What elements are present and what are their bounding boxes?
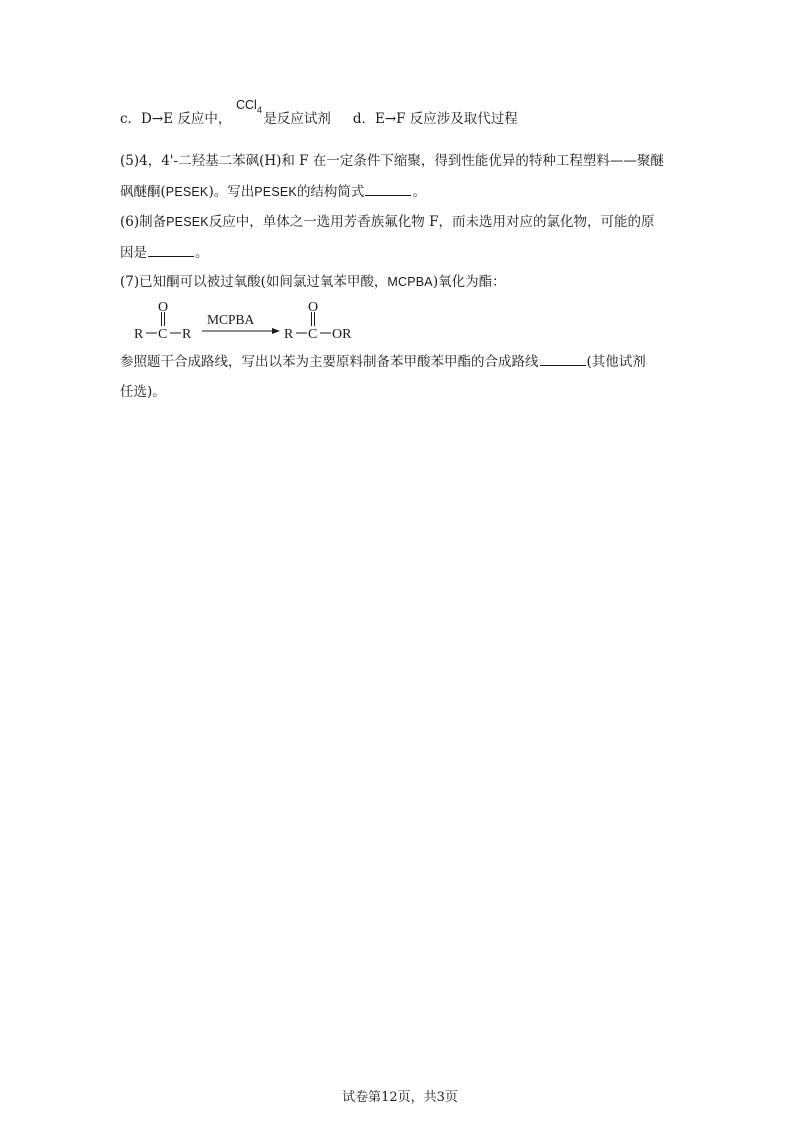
pesek-formula: PESEK bbox=[165, 185, 209, 199]
option-d-text: d．E→F 反应涉及取代过程 bbox=[352, 111, 518, 127]
page-footer: 试卷第12页，共3页 bbox=[342, 1090, 458, 1105]
options-line bbox=[120, 110, 518, 128]
q7-line1 bbox=[120, 273, 506, 291]
q6-line2-prefix: 因是 bbox=[120, 245, 147, 261]
ccl4-subscript: 4 bbox=[256, 105, 262, 115]
reaction-scheme bbox=[132, 300, 372, 348]
q7-line2 bbox=[120, 352, 646, 371]
product-or: OR bbox=[332, 327, 352, 342]
q7-line1-suffix: )氧化为酯： bbox=[432, 274, 506, 290]
reactant-r-left: R bbox=[134, 327, 144, 342]
product-oxygen: O bbox=[308, 300, 319, 315]
q7-line2-suffix: (其他试剂 bbox=[586, 354, 646, 370]
arrow-label: MCPBA bbox=[207, 312, 255, 327]
option-c-suffix: 是反应试剂 bbox=[263, 111, 331, 127]
answer-blank-q6[interactable] bbox=[148, 243, 194, 257]
product-r-left: R bbox=[284, 327, 294, 342]
option-c-prefix: c．D→E 反应中， bbox=[120, 111, 232, 127]
pesek-formula-3: PESEK bbox=[166, 215, 209, 229]
q5-line2-mid: )。写出 bbox=[208, 184, 255, 200]
ccl4-main: CCl bbox=[236, 98, 257, 112]
pesek-formula-2: PESEK bbox=[254, 185, 297, 199]
q5-line1: (5)4，4'-二羟基二苯砜(H)和 F 在一定条件下缩聚，得到性能优异的特种工程塑料——聚醚 bbox=[120, 153, 664, 169]
q5-line2-end: 。 bbox=[412, 184, 426, 200]
answer-blank-q7[interactable] bbox=[540, 352, 586, 366]
q7-line1-prefix: (7)已知酮可以被过氧酸(如间氯过氧苯甲酸， bbox=[120, 274, 388, 290]
q6-line1-prefix: (6)制备 bbox=[120, 214, 167, 230]
answer-blank-q5[interactable] bbox=[365, 182, 411, 196]
q6-line1-suffix: 反应中，单体之一选用芳香族氟化物 F，而未选用对应的氯化物，可能的原 bbox=[208, 214, 655, 230]
reactant-oxygen: O bbox=[158, 300, 169, 315]
q7-line3: 任选)。 bbox=[120, 384, 166, 400]
reactant-r-right: R bbox=[182, 327, 192, 342]
q6-line1 bbox=[120, 213, 654, 231]
q5-line2 bbox=[120, 182, 426, 201]
q7-line2-prefix: 参照题干合成路线，写出以苯为主要原料制备苯甲酸苯甲酯的合成路线 bbox=[120, 354, 539, 370]
q6-line2-end: 。 bbox=[195, 245, 209, 261]
reaction-arrow-head bbox=[272, 328, 280, 334]
mcpba-formula: MCPBA bbox=[387, 275, 433, 289]
q5-line2-suffix: 的结构简式 bbox=[296, 184, 365, 200]
product-carbon: C bbox=[308, 327, 318, 342]
reactant-carbon: C bbox=[158, 327, 168, 342]
q5-line2-prefix: 砜醚酮( bbox=[120, 184, 166, 200]
q6-line2 bbox=[120, 243, 209, 262]
